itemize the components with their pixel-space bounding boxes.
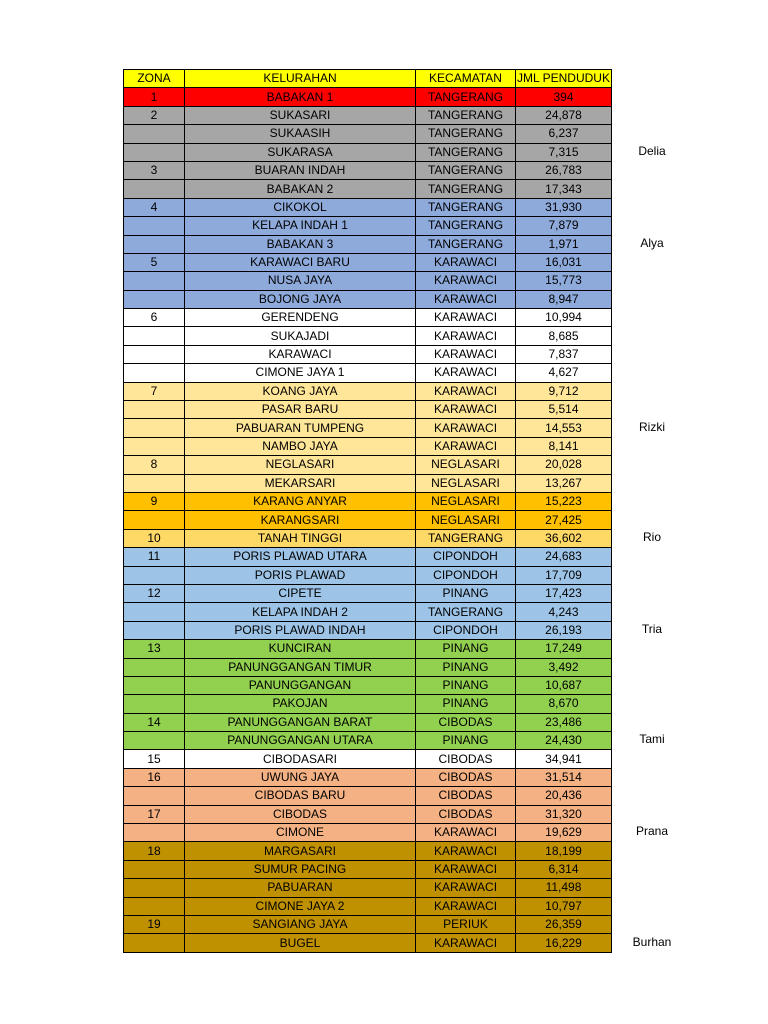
kecamatan-cell[interactable]: CIBODAS <box>416 750 516 768</box>
zona-cell[interactable] <box>124 695 185 713</box>
kelurahan-cell[interactable]: BABAKAN 2 <box>185 180 416 198</box>
kecamatan-cell[interactable]: KARAWACI <box>416 860 516 878</box>
table-row <box>124 584 612 602</box>
kelurahan-cell[interactable]: CIPETE <box>185 584 416 602</box>
table-row <box>124 787 612 805</box>
kecamatan-cell[interactable]: TANGERANG <box>416 125 516 143</box>
jml-penduduk-cell[interactable]: 26,783 <box>516 161 612 179</box>
kecamatan-cell[interactable]: KARAWACI <box>416 309 516 327</box>
assignee-name: Alya <box>640 235 664 250</box>
kecamatan-cell[interactable]: NEGLASARI <box>416 492 516 510</box>
kecamatan-cell[interactable]: TANGERANG <box>416 143 516 161</box>
kelurahan-cell[interactable]: PANUNGGANGAN <box>185 676 416 694</box>
kecamatan-cell[interactable]: CIPONDOH <box>416 566 516 584</box>
kelurahan-cell[interactable]: BABAKAN 1 <box>185 88 416 106</box>
kelurahan-cell[interactable]: KOANG JAYA <box>185 382 416 400</box>
zona-cell[interactable] <box>124 676 185 694</box>
jml-penduduk-cell[interactable]: 31,320 <box>516 805 612 823</box>
kelurahan-cell[interactable]: SUKAJADI <box>185 327 416 345</box>
kecamatan-cell[interactable]: TANGERANG <box>416 180 516 198</box>
kecamatan-cell[interactable]: KARAWACI <box>416 842 516 860</box>
kelurahan-cell[interactable]: MEKARSARI <box>185 474 416 492</box>
assignee-name: Rizki <box>639 419 665 434</box>
zona-cell[interactable]: 15 <box>124 750 185 768</box>
kecamatan-cell[interactable]: PERIUK <box>416 915 516 933</box>
kecamatan-cell[interactable]: KARAWACI <box>416 419 516 437</box>
kelurahan-cell[interactable]: PORIS PLAWAD INDAH <box>185 621 416 639</box>
zona-cell[interactable] <box>124 180 185 198</box>
table-row <box>124 253 612 271</box>
table-row <box>124 915 612 933</box>
kecamatan-cell[interactable]: KARAWACI <box>416 934 516 952</box>
zona-cell[interactable]: 5 <box>124 253 185 271</box>
kecamatan-cell[interactable]: TANGERANG <box>416 88 516 106</box>
population-table <box>123 69 612 953</box>
kelurahan-cell[interactable]: PANUNGGANGAN UTARA <box>185 732 416 750</box>
jml-penduduk-cell[interactable]: 10,994 <box>516 309 612 327</box>
kecamatan-cell[interactable]: TANGERANG <box>416 235 516 253</box>
kelurahan-cell[interactable]: CIBODAS <box>185 805 416 823</box>
table-row <box>124 161 612 179</box>
kecamatan-cell[interactable]: TANGERANG <box>416 603 516 621</box>
zona-cell[interactable]: 6 <box>124 309 185 327</box>
kecamatan-cell[interactable]: NEGLASARI <box>416 474 516 492</box>
table-row <box>124 327 612 345</box>
table-row <box>124 143 612 161</box>
header-zona[interactable]: ZONA <box>124 70 185 88</box>
kelurahan-cell[interactable]: GERENDENG <box>185 309 416 327</box>
table-row <box>124 437 612 455</box>
jml-penduduk-cell[interactable]: 17,343 <box>516 180 612 198</box>
jml-penduduk-cell[interactable]: 15,773 <box>516 272 612 290</box>
jml-penduduk-cell[interactable]: 7,315 <box>516 143 612 161</box>
table-row <box>124 511 612 529</box>
jml-penduduk-cell[interactable]: 4,243 <box>516 603 612 621</box>
jml-penduduk-cell[interactable]: 3,492 <box>516 658 612 676</box>
jml-penduduk-cell[interactable]: 8,685 <box>516 327 612 345</box>
kelurahan-cell[interactable]: KARAWACI <box>185 345 416 363</box>
zona-cell[interactable] <box>124 364 185 382</box>
kecamatan-cell[interactable]: CIBODAS <box>416 768 516 786</box>
table-row <box>124 364 612 382</box>
assignee-name: Tami <box>639 732 665 747</box>
zona-cell[interactable]: 10 <box>124 529 185 547</box>
kelurahan-cell[interactable]: KARANGSARI <box>185 511 416 529</box>
table-row <box>124 401 612 419</box>
table-row <box>124 272 612 290</box>
table-row <box>124 750 612 768</box>
kecamatan-cell[interactable]: KARAWACI <box>416 824 516 842</box>
jml-penduduk-cell[interactable]: 27,425 <box>516 511 612 529</box>
jml-penduduk-cell[interactable]: 7,837 <box>516 345 612 363</box>
kelurahan-cell[interactable]: PABUARAN TUMPENG <box>185 419 416 437</box>
zona-cell[interactable]: 14 <box>124 713 185 731</box>
jml-penduduk-cell[interactable]: 16,031 <box>516 253 612 271</box>
kecamatan-cell[interactable]: TANGERANG <box>416 161 516 179</box>
table-row <box>124 529 612 547</box>
table-row <box>124 621 612 639</box>
zona-cell[interactable] <box>124 217 185 235</box>
zona-cell[interactable] <box>124 934 185 952</box>
table-row <box>124 658 612 676</box>
kecamatan-cell[interactable]: PINANG <box>416 640 516 658</box>
kelurahan-cell[interactable]: KARAWACI BARU <box>185 253 416 271</box>
kecamatan-cell[interactable]: NEGLASARI <box>416 456 516 474</box>
kelurahan-cell[interactable]: PANUNGGANGAN BARAT <box>185 713 416 731</box>
zona-cell[interactable]: 19 <box>124 915 185 933</box>
kecamatan-cell[interactable]: KARAWACI <box>416 290 516 308</box>
table-row <box>124 640 612 658</box>
kelurahan-cell[interactable]: MARGASARI <box>185 842 416 860</box>
zona-cell[interactable] <box>124 401 185 419</box>
zona-cell[interactable]: 16 <box>124 768 185 786</box>
table-row <box>124 934 612 952</box>
jml-penduduk-cell[interactable]: 26,193 <box>516 621 612 639</box>
jml-penduduk-cell[interactable]: 20,436 <box>516 787 612 805</box>
kelurahan-cell[interactable]: PANUNGGANGAN TIMUR <box>185 658 416 676</box>
assignee-name: Delia <box>638 143 666 158</box>
jml-penduduk-cell[interactable]: 34,941 <box>516 750 612 768</box>
header-kecamatan[interactable]: KECAMATAN <box>416 70 516 88</box>
kecamatan-cell[interactable]: KARAWACI <box>416 364 516 382</box>
zona-cell[interactable] <box>124 603 185 621</box>
kelurahan-cell[interactable]: PABUARAN <box>185 879 416 897</box>
zona-cell[interactable] <box>124 787 185 805</box>
zona-cell[interactable]: 7 <box>124 382 185 400</box>
kelurahan-cell[interactable]: BUARAN INDAH <box>185 161 416 179</box>
jml-penduduk-cell[interactable]: 5,514 <box>516 401 612 419</box>
zona-cell[interactable]: 13 <box>124 640 185 658</box>
kecamatan-cell[interactable]: TANGERANG <box>416 198 516 216</box>
assignee-name: Prana <box>635 824 669 839</box>
zona-cell[interactable]: 2 <box>124 106 185 124</box>
jml-penduduk-cell[interactable]: 8,141 <box>516 437 612 455</box>
jml-penduduk-cell[interactable]: 10,797 <box>516 897 612 915</box>
kelurahan-cell[interactable]: SUMUR PACING <box>185 860 416 878</box>
kecamatan-cell[interactable]: PINANG <box>416 695 516 713</box>
table-row <box>124 732 612 750</box>
kelurahan-cell[interactable]: CIBODASARI <box>185 750 416 768</box>
kecamatan-cell[interactable]: NEGLASARI <box>416 511 516 529</box>
table-row <box>124 548 612 566</box>
jml-penduduk-cell[interactable]: 17,423 <box>516 584 612 602</box>
zona-cell[interactable]: 1 <box>124 88 185 106</box>
jml-penduduk-cell[interactable]: 20,028 <box>516 456 612 474</box>
kelurahan-cell[interactable]: CIKOKOL <box>185 198 416 216</box>
kelurahan-cell[interactable]: SUKASARI <box>185 106 416 124</box>
zona-cell[interactable] <box>124 419 185 437</box>
zona-cell[interactable] <box>124 327 185 345</box>
jml-penduduk-cell[interactable]: 13,267 <box>516 474 612 492</box>
kecamatan-cell[interactable]: CIPONDOH <box>416 548 516 566</box>
jml-penduduk-cell[interactable]: 16,229 <box>516 934 612 952</box>
table-row <box>124 842 612 860</box>
table-row <box>124 309 612 327</box>
table-row <box>124 713 612 731</box>
zona-cell[interactable] <box>124 897 185 915</box>
jml-penduduk-cell[interactable]: 15,223 <box>516 492 612 510</box>
kecamatan-cell[interactable]: PINANG <box>416 676 516 694</box>
jml-penduduk-cell[interactable]: 1,971 <box>516 235 612 253</box>
table-row <box>124 492 612 510</box>
kelurahan-cell[interactable]: SUKARASA <box>185 143 416 161</box>
kecamatan-cell[interactable]: PINANG <box>416 584 516 602</box>
zona-cell[interactable]: 12 <box>124 584 185 602</box>
header-jml-penduduk[interactable]: JML PENDUDUK <box>516 70 612 88</box>
jml-penduduk-cell[interactable]: 24,878 <box>516 106 612 124</box>
kecamatan-cell[interactable]: PINANG <box>416 732 516 750</box>
table-row <box>124 180 612 198</box>
zona-cell[interactable] <box>124 290 185 308</box>
kecamatan-cell[interactable]: CIBODAS <box>416 805 516 823</box>
kelurahan-cell[interactable]: KARANG ANYAR <box>185 492 416 510</box>
zona-cell[interactable] <box>124 143 185 161</box>
table-row <box>124 768 612 786</box>
zona-cell[interactable] <box>124 566 185 584</box>
table-row <box>124 419 612 437</box>
zona-cell[interactable] <box>124 621 185 639</box>
table-row <box>124 897 612 915</box>
kecamatan-cell[interactable]: KARAWACI <box>416 879 516 897</box>
kecamatan-cell[interactable]: CIBODAS <box>416 787 516 805</box>
jml-penduduk-cell[interactable]: 6,314 <box>516 860 612 878</box>
jml-penduduk-cell[interactable]: 6,237 <box>516 125 612 143</box>
zona-cell[interactable] <box>124 345 185 363</box>
kelurahan-cell[interactable]: PASAR BARU <box>185 401 416 419</box>
kelurahan-cell[interactable]: NAMBO JAYA <box>185 437 416 455</box>
zona-cell[interactable] <box>124 437 185 455</box>
kelurahan-cell[interactable]: KELAPA INDAH 2 <box>185 603 416 621</box>
kecamatan-cell[interactable]: KARAWACI <box>416 272 516 290</box>
header-row <box>124 70 612 88</box>
table-row <box>124 695 612 713</box>
kecamatan-cell[interactable]: CIPONDOH <box>416 621 516 639</box>
jml-penduduk-cell[interactable]: 23,486 <box>516 713 612 731</box>
zona-cell[interactable] <box>124 860 185 878</box>
assignee-name: Rio <box>642 530 661 544</box>
jml-penduduk-cell[interactable]: 26,359 <box>516 915 612 933</box>
jml-penduduk-cell[interactable]: 11,498 <box>516 879 612 897</box>
kelurahan-cell[interactable]: PAKOJAN <box>185 695 416 713</box>
jml-penduduk-cell[interactable]: 14,553 <box>516 419 612 437</box>
zona-cell[interactable]: 8 <box>124 456 185 474</box>
table-row <box>124 235 612 253</box>
jml-penduduk-cell[interactable]: 8,670 <box>516 695 612 713</box>
table-row <box>124 382 612 400</box>
header-kelurahan[interactable]: KELURAHAN <box>185 70 416 88</box>
kecamatan-cell[interactable]: KARAWACI <box>416 253 516 271</box>
kelurahan-cell[interactable]: KUNCIRAN <box>185 640 416 658</box>
kecamatan-cell[interactable]: KARAWACI <box>416 401 516 419</box>
kelurahan-cell[interactable]: NEGLASARI <box>185 456 416 474</box>
zona-cell[interactable] <box>124 235 185 253</box>
kecamatan-cell[interactable]: KARAWACI <box>416 437 516 455</box>
zona-cell[interactable] <box>124 474 185 492</box>
kelurahan-cell[interactable]: UWUNG JAYA <box>185 768 416 786</box>
jml-penduduk-cell[interactable]: 394 <box>516 88 612 106</box>
table-row <box>124 860 612 878</box>
zona-cell[interactable] <box>124 824 185 842</box>
zona-cell[interactable]: 17 <box>124 805 185 823</box>
jml-penduduk-cell[interactable]: 18,199 <box>516 842 612 860</box>
kelurahan-cell[interactable]: BOJONG JAYA <box>185 290 416 308</box>
zona-cell[interactable] <box>124 879 185 897</box>
table-row <box>124 125 612 143</box>
kelurahan-cell[interactable]: TANAH TINGGI <box>185 529 416 547</box>
table-row <box>124 290 612 308</box>
assignee-name: Burhan <box>632 934 672 949</box>
table-row <box>124 217 612 235</box>
jml-penduduk-cell[interactable]: 10,687 <box>516 676 612 694</box>
kelurahan-cell[interactable]: KELAPA INDAH 1 <box>185 217 416 235</box>
table-row <box>124 456 612 474</box>
kecamatan-cell[interactable]: TANGERANG <box>416 106 516 124</box>
zona-cell[interactable] <box>124 658 185 676</box>
zona-cell[interactable]: 18 <box>124 842 185 860</box>
table-row <box>124 879 612 897</box>
kelurahan-cell[interactable]: SANGIANG JAYA <box>185 915 416 933</box>
zona-cell[interactable] <box>124 125 185 143</box>
zona-cell[interactable] <box>124 732 185 750</box>
kelurahan-cell[interactable]: CIMONE <box>185 824 416 842</box>
jml-penduduk-cell[interactable]: 17,249 <box>516 640 612 658</box>
table-row <box>124 345 612 363</box>
kecamatan-cell[interactable]: KARAWACI <box>416 345 516 363</box>
kecamatan-cell[interactable]: KARAWACI <box>416 327 516 345</box>
zona-cell[interactable]: 4 <box>124 198 185 216</box>
table-row <box>124 805 612 823</box>
zona-cell[interactable]: 11 <box>124 548 185 566</box>
table-row <box>124 106 612 124</box>
kelurahan-cell[interactable]: SUKAASIH <box>185 125 416 143</box>
jml-penduduk-cell[interactable]: 24,430 <box>516 732 612 750</box>
table-row <box>124 676 612 694</box>
jml-penduduk-cell[interactable]: 8,947 <box>516 290 612 308</box>
kecamatan-cell[interactable]: PINANG <box>416 658 516 676</box>
kecamatan-cell[interactable]: KARAWACI <box>416 382 516 400</box>
table-row <box>124 88 612 106</box>
zona-cell[interactable] <box>124 511 185 529</box>
assignee-name: Tria <box>641 622 663 636</box>
table-row <box>124 824 612 842</box>
table-row <box>124 603 612 621</box>
jml-penduduk-cell[interactable]: 31,930 <box>516 198 612 216</box>
kelurahan-cell[interactable]: PORIS PLAWAD <box>185 566 416 584</box>
kelurahan-cell[interactable]: CIMONE JAYA 2 <box>185 897 416 915</box>
jml-penduduk-cell[interactable]: 17,709 <box>516 566 612 584</box>
jml-penduduk-cell[interactable]: 4,627 <box>516 364 612 382</box>
kelurahan-cell[interactable]: PORIS PLAWAD UTARA <box>185 548 416 566</box>
jml-penduduk-cell[interactable]: 9,712 <box>516 382 612 400</box>
kelurahan-cell[interactable]: BUGEL <box>185 934 416 952</box>
table-row <box>124 474 612 492</box>
zona-cell[interactable]: 9 <box>124 492 185 510</box>
kecamatan-cell[interactable]: CIBODAS <box>416 713 516 731</box>
kecamatan-cell[interactable]: TANGERANG <box>416 217 516 235</box>
jml-penduduk-cell[interactable]: 7,879 <box>516 217 612 235</box>
zona-cell[interactable]: 3 <box>124 161 185 179</box>
kecamatan-cell[interactable]: TANGERANG <box>416 529 516 547</box>
kecamatan-cell[interactable]: KARAWACI <box>416 897 516 915</box>
jml-penduduk-cell[interactable]: 36,602 <box>516 529 612 547</box>
table-row <box>124 198 612 216</box>
kelurahan-cell[interactable]: CIBODAS BARU <box>185 787 416 805</box>
kelurahan-cell[interactable]: CIMONE JAYA 1 <box>185 364 416 382</box>
jml-penduduk-cell[interactable]: 24,683 <box>516 548 612 566</box>
kelurahan-cell[interactable]: BABAKAN 3 <box>185 235 416 253</box>
jml-penduduk-cell[interactable]: 19,629 <box>516 824 612 842</box>
zona-cell[interactable] <box>124 272 185 290</box>
kelurahan-cell[interactable]: NUSA JAYA <box>185 272 416 290</box>
jml-penduduk-cell[interactable]: 31,514 <box>516 768 612 786</box>
table-row <box>124 566 612 584</box>
